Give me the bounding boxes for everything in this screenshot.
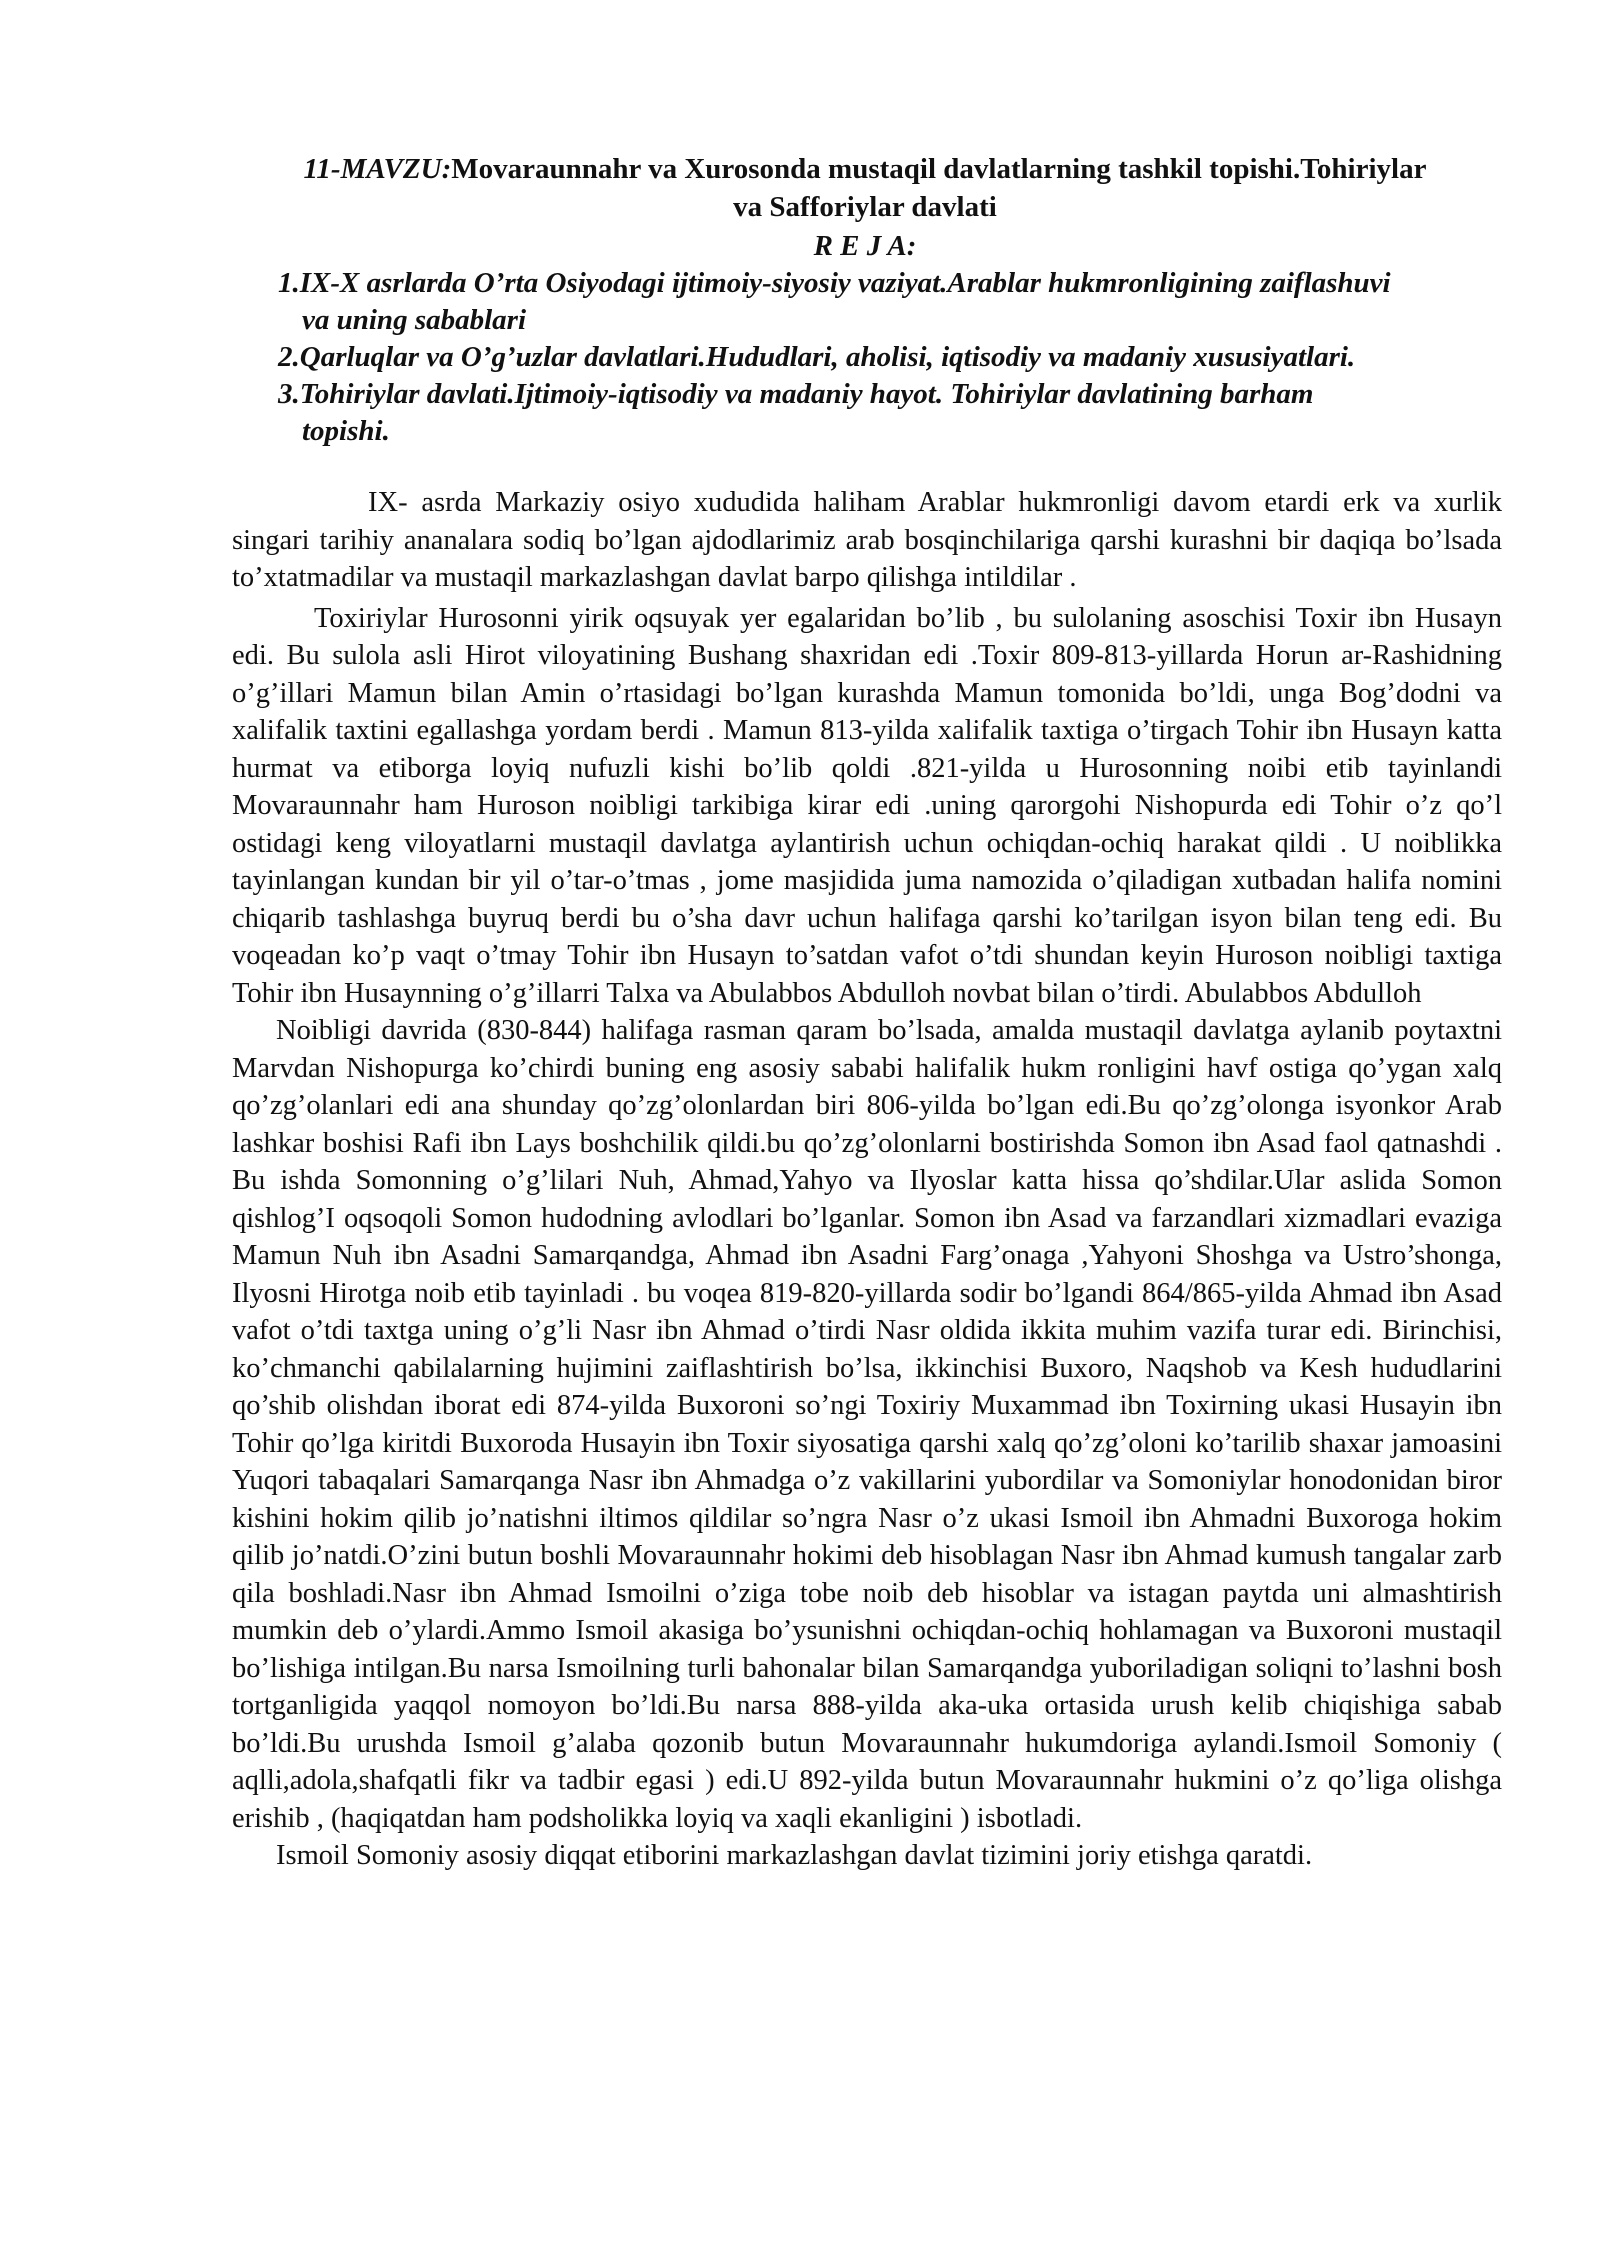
- topic-label: 11-MAVZU:: [303, 153, 452, 185]
- plan-item-1: 1.IX-X asrlarda O’rta Osiyodagi ijtimoiy-siyosiy vaziyat.Arablar hukmronligining zaiflashuvi va uning sabablari: [278, 267, 1391, 336]
- plan-item-3: 3.Tohiriylar davlati.Ijtimoiy-iqtisodiy va madaniy hayot. Tohiriylar davlatining barham topishi.: [278, 378, 1314, 447]
- page-title: [300, 150, 1430, 226]
- plan-heading: R E J A:: [813, 230, 917, 262]
- topic-text: Movaraunnahr va Xurosonda mustaqil davlatlarning tashkil topishi.Tohiriylar va Safforiylar davlati: [451, 153, 1427, 223]
- paragraph-2: Toxiriylar Hurosonni yirik oqsuyak yer egalaridan bo’lib , bu sulolaning asoschisi Toxir ibn Husayn edi. Bu sulola asli Hirot viloyatining Bushang shaxridan edi .Toxir 809-813-yillarda Horun ar-Rashidning o’g’illari Mamun bilan Amin o’rtasidagi bo’lgan kurashda Mamun tomonida bo’ldi, unga Bog’dodni va xalifalik taxtini egallashga yordam berdi . Mamun 813-yilda xalifalik taxtiga o’tirgach Tohir ibn Husayn katta hurmat va etiborga loyiq nufuzli kishi bo’lib qoldi .821-yilda u Hurosonning noibi etib tayinlandi Movaraunnahr ham Huroson noibligi tarkibiga kirar edi .uning qarorgohi Nishopurda edi Tohir o’z qo’l ostidagi keng viloyatlarni mustaqil davlatga aylantirish uchun ochiqdan-ochiq harakat qildi . U noiblikka tayinlangan kundan bir yil o’tar-o’tmas , jome masjidida juma namozida o’qiladigan xutbadan halifa nomini chiqarib tashlashga buyruq berdi bu o’sha davr uchun halifaga qarshi ko’tarilgan isyon bilan teng edi. Bu voqeadan ko’p vaqt o’tmay Tohir ibn Husayn to’satdan vafot o’tdi shundan keyin Huroson noibligi taxtiga Tohir ibn Husaynning o’g’illarri Talxa va Abulabbos Abdulloh novbat bilan o’tirdi. Abulabbos Abdulloh: [232, 602, 1502, 1009]
- plan-item-2: 2.Qarluqlar va O’g’uzlar davlatlari.Hududlari, aholisi, iqtisodiy va madaniy xususiyatlari.: [278, 341, 1356, 373]
- body-text: [232, 484, 1502, 1875]
- paragraph-4: Ismoil Somoniy asosiy diqqat etiborini markazlashgan davlat tizimini joriy etishga qaratdi.: [276, 1840, 1313, 1871]
- plan-list: [278, 265, 1408, 450]
- paragraph-1: IX- asrda Markaziy osiyo xududida haliham Arablar hukmronligi davom etardi erk va xurlik singari tarihiy ananalara sodiq bo’lgan ajdodlarimiz arab bosqinchilariga qarshi kurashni bir daqiqa bo’lsada to’xtatmadilar va mustaqil markazlashgan davlat barpo qilishga intildilar .: [232, 487, 1502, 593]
- paragraph-3: Noibligi davrida (830-844) halifaga rasman qaram bo’lsada, amalda mustaqil davlatga aylanib poytaxtni Marvdan Nishopurga ko’chirdi buning eng asosiy sababi halifalik hukm ronligini havf ostiga qo’ygan xalq qo’zg’olanlari edi ana shunday qo’zg’olonlardan biri 806-yilda bo’lgan edi.Bu qo’zg’olonga isyonkor Arab lashkar boshisi Rafi ibn Lays boshchilik qildi.bu qo’zg’olonlarni bostirishda Somon ibn Asad faol qatnashdi . Bu ishda Somonning o’g’lilari Nuh, Ahmad,Yahyo va Ilyoslar katta hissa qo’shdilar.Ular aslida Somon qishlog’I oqsoqoli Somon hudodning avlodlari bo’lganlar. Somon ibn Asad va farzandlari xizmadlari evaziga Mamun Nuh ibn Asadni Samarqandga, Ahmad ibn Asadni Farg’onaga ,Yahyoni Shoshga va Ustro’shonga, Ilyosni Hirotga noib etib tayinladi . bu voqea 819-820-yillarda sodir bo’lgandi 864/865-yilda Ahmad ibn Asad vafot o’tdi taxtga uning o’g’li Nasr ibn Ahmad o’tirdi Nasr oldida ikkita muhim vazifa turar edi. Birinchisi, ko’chmanchi qabilalarning hujimini zaiflashtirish bo’lsa, ikkinchisi Buxoro, Naqshob va Kesh hududlarini qo’shib olishdan iborat edi 874-yilda Buxoroni so’ngi Toxiriy Muxammad ibn Toxirning ukasi Husayin ibn Tohir qo’lga kiritdi Buxoroda Husayin ibn Toxir siyosatiga qarshi xalq qo’zg’oloni ko’tarilib shaxar jamoasini Yuqori tabaqalari Samarqanga Nasr ibn Ahmadga o’z vakillarini yubordilar va Somoniylar honodonidan biror kishini hokim qilib jo’natishni iltimos qildilar so’ngra Nasr o’z ukasi Ismoil ibn Ahmadni Buxoroga hokim qilib jo’natdi.O’zini butun boshli Movaraunnahr hokimi deb hisoblagan Nasr ibn Ahmad kumush tangalar zarb qila boshladi.Nasr ibn Ahmad Ismoilni o’ziga tobe noib deb hisoblar va istagan paytda uni almashtirish mumkin deb o’ylardi.Ammo Ismoil akasiga bo’ysunishni ochiqdan-ochiq hohlamagan va Buxoroni mustaqil bo’lishiga intilgan.Bu narsa Ismoilning turli bahonalar bilan Samarqandga yuboriladigan soliqni to’lashni bosh tortganligida yaqqol nomoyon bo’ldi.Bu narsa 888-yilda aka-uka ortasida urush kelib chiqishiga sabab bo’ldi.Bu urushda Ismoil g’alaba qozonib butun Movaraunnahr hukumdoriga aylandi.Ismoil Somoniy ( aqlli,adola,shafqatli fikr va tadbir egasi ) edi.U 892-yilda butun Movaraunnahr hukmini o’z qo’liga olishga erishib , (haqiqatdan ham podsholikka loyiq va xaqli ekanligini ) isbotladi.: [232, 1015, 1502, 1834]
